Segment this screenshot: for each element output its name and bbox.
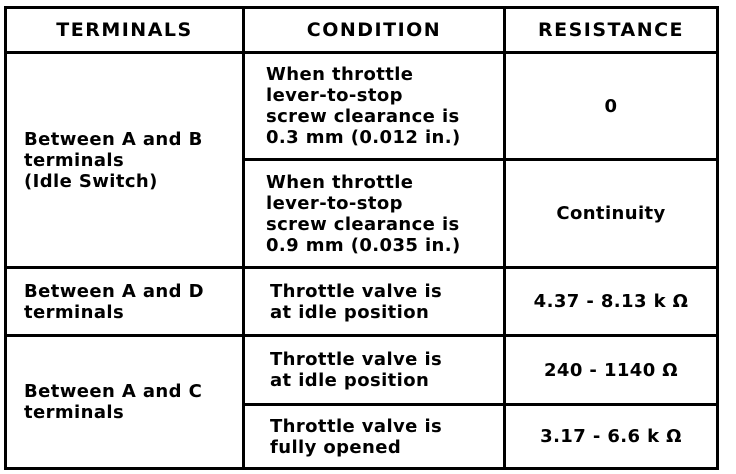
terminals-a-b: Between A and B terminals (Idle Switch) (24, 128, 203, 192)
condition-cell: Throttle valve is fully opened (270, 415, 443, 458)
resistance-cell: 0 (604, 95, 618, 117)
condition-cell: When throttle lever-to-stop screw clearance is 0.3 mm (0.012 in.) (266, 64, 461, 148)
condition-cell: When throttle lever-to-stop screw clearance is 0.9 mm (0.035 in.) (266, 171, 461, 256)
header-terminals: TERMINALS (56, 18, 193, 41)
resistance-cell: 240 - 1140 Ω (543, 359, 679, 381)
header-condition: CONDITION (306, 18, 442, 41)
resistance-cell: 3.17 - 6.6 k Ω (540, 426, 682, 447)
terminals-a-c: Between A and C terminals (24, 381, 203, 423)
terminals-a-d: Between A and D terminals (24, 280, 204, 323)
condition-cell: Throttle valve is at idle position (270, 280, 443, 323)
condition-cell: Throttle valve is at idle position (270, 349, 443, 391)
column-divider (242, 6, 245, 470)
header-resistance: RESISTANCE (537, 18, 685, 41)
resistance-cell: Continuity (556, 203, 666, 224)
resistance-cell: 4.37 - 8.13 k Ω (533, 291, 689, 312)
